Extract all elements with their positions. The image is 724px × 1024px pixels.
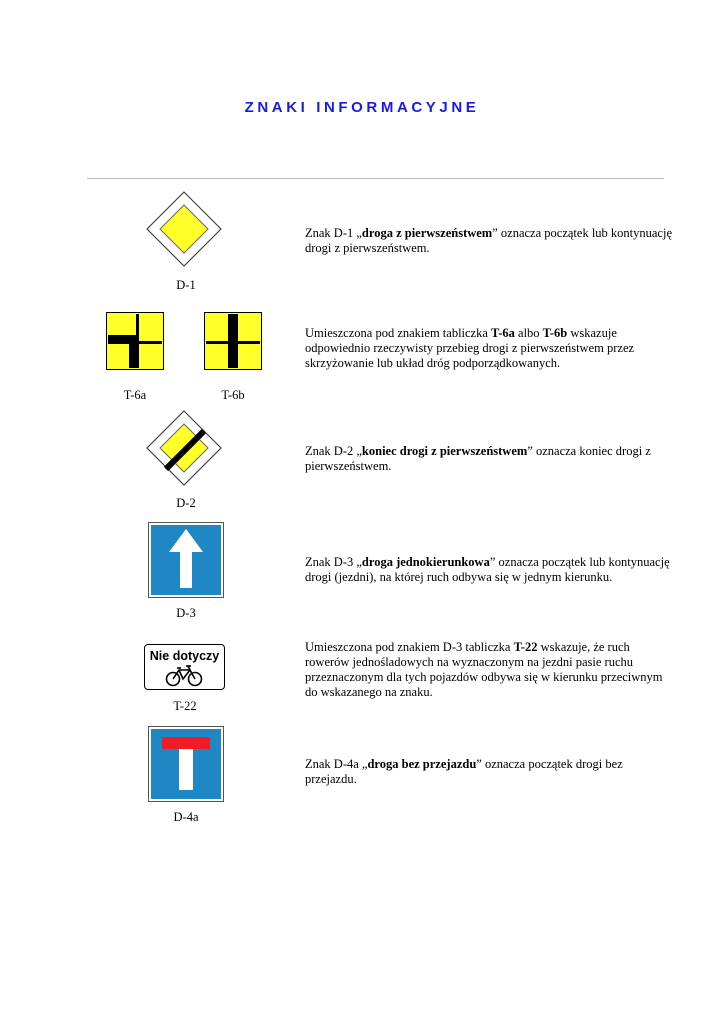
t22-plate-text: Nie dotyczy (149, 649, 220, 663)
t6a-plate-icon (106, 312, 164, 370)
bicycle-icon (164, 665, 204, 687)
t6b-plate-icon (204, 312, 262, 370)
t6a-caption: T-6a (123, 388, 147, 402)
divider (87, 178, 664, 179)
t22-plate (144, 644, 225, 690)
page-title: ZNAKI INFORMACYJNE (244, 99, 480, 116)
d2-sign-icon (146, 410, 222, 486)
d2-caption: D-2 (176, 496, 196, 510)
d1-description: Znak D-1 „droga z pierwszeństwem” oznacza początek lub kontynuację drogi z pierwszeństwem. (305, 226, 673, 255)
d2-description: Znak D-2 „koniec drogi z pierwszeństwem” oznacza koniec drogi z pierwszeństwem. (305, 444, 651, 473)
d3-sign-icon (148, 522, 224, 598)
d4a-sign-icon (148, 726, 224, 802)
t6-description: Umieszczona pod znakiem tabliczka T-6a albo T-6b wskazuje odpowiednio rzeczywisty przebieg drogi z pierwszeństwem przez skrzyżowanie lub układ dróg podporządkowanych. (305, 326, 635, 370)
t22-description: Umieszczona pod znakiem D-3 tabliczka T-22 wskazuje, że ruch rowerów jednośladowych na wyznaczonym na jezdni pasie ruchu przeznaczonym dla tych pojazdów odbywa się w kierunku przeciwnym do wskazanego na znaku. (305, 640, 663, 699)
d3-description: Znak D-3 „droga jednokierunkowa” oznacza początek lub kontynuację drogi (jezdni), na której ruch odbywa się w jednym kierunku. (305, 555, 670, 584)
t6b-caption: T-6b (221, 388, 245, 402)
d4a-description: Znak D-4a „droga bez przejazdu” oznacza początek drogi bez przejazdu. (305, 757, 623, 786)
d4a-caption: D-4a (173, 810, 199, 824)
d3-caption: D-3 (176, 606, 196, 620)
d1-caption: D-1 (176, 278, 196, 292)
t22-caption: T-22 (173, 699, 197, 713)
d1-sign-icon (146, 191, 222, 267)
